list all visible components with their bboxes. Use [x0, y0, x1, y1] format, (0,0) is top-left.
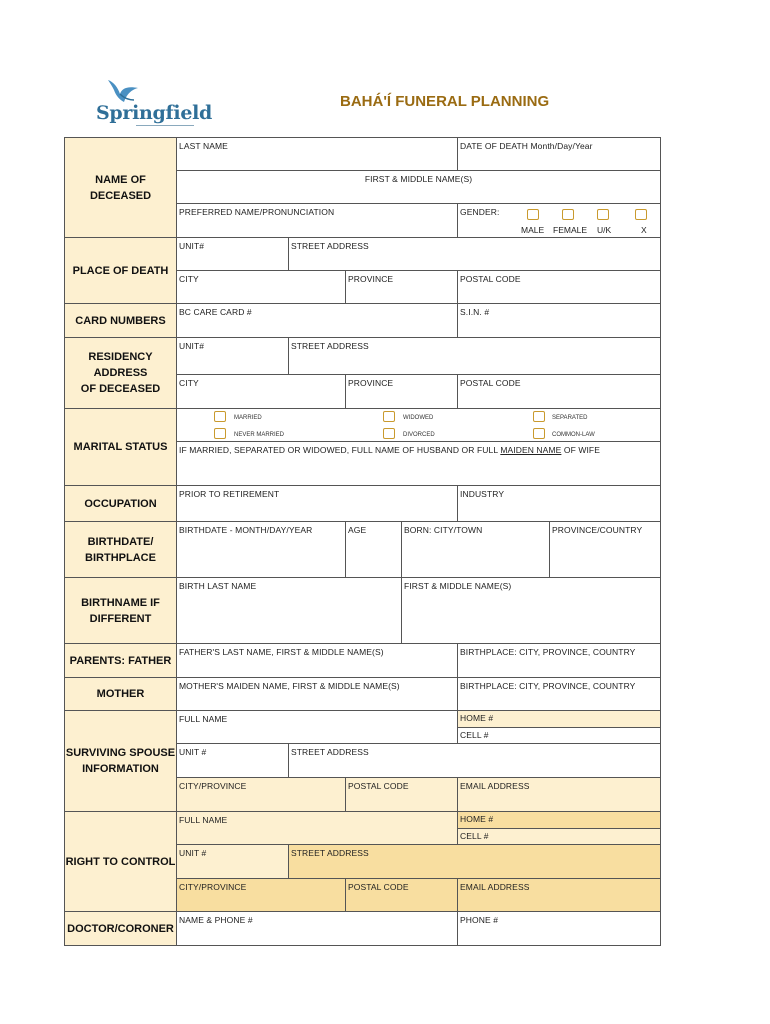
checkbox-separated[interactable] — [533, 411, 545, 422]
field-pod-city[interactable]: CITY — [176, 270, 346, 304]
field-birth-last-name[interactable]: BIRTH LAST NAME — [176, 577, 402, 644]
field-rtc-home[interactable]: HOME # — [457, 811, 661, 829]
label-name-of-deceased: NAME OF DECEASED — [64, 137, 177, 238]
option-divorced: DIVORCED — [403, 432, 435, 438]
field-rtc-name[interactable]: FULL NAME — [176, 811, 458, 845]
label-occupation: OCCUPATION — [64, 485, 177, 522]
field-res-postal[interactable]: POSTAL CODE — [457, 374, 661, 409]
label-surviving-spouse: SURVIVING SPOUSE INFORMATION — [64, 710, 177, 812]
field-pod-postal[interactable]: POSTAL CODE — [457, 270, 661, 304]
field-sin[interactable]: S.I.N. # — [457, 303, 661, 338]
field-doctor-phone[interactable]: PHONE # — [457, 911, 661, 946]
field-father-name[interactable]: FATHER'S LAST NAME, FIRST & MIDDLE NAME(S) — [176, 643, 458, 678]
field-doctor-name-phone[interactable]: NAME & PHONE # — [176, 911, 458, 946]
option-married: MARRIED — [234, 415, 262, 421]
label-marital-status: MARITAL STATUS — [64, 408, 177, 486]
field-mother-birthplace[interactable]: BIRTHPLACE: CITY, PROVINCE, COUNTRY — [457, 677, 661, 711]
field-age[interactable]: AGE — [345, 521, 402, 578]
field-rtc-postal[interactable]: POSTAL CODE — [345, 878, 458, 912]
field-last-name[interactable]: LAST NAME — [176, 137, 458, 171]
label-mother: MOTHER — [64, 677, 177, 711]
gender-option-x: X — [641, 225, 647, 235]
checkbox-female[interactable] — [562, 209, 574, 220]
gender-option-uk: U/K — [597, 225, 612, 235]
option-never-married: NEVER MARRIED — [234, 432, 285, 438]
checkbox-male[interactable] — [527, 209, 539, 220]
field-res-unit[interactable]: UNIT# — [176, 337, 289, 375]
logo-underline — [136, 125, 194, 126]
field-industry[interactable]: INDUSTRY — [457, 485, 661, 522]
field-spouse-street[interactable]: STREET ADDRESS — [288, 743, 661, 778]
field-rtc-street[interactable]: STREET ADDRESS — [288, 844, 661, 879]
field-preferred-name[interactable]: PREFERRED NAME/PRONUNCIATION — [176, 203, 458, 238]
label-birthname: BIRTHNAME IF DIFFERENT — [64, 577, 177, 644]
label-birthdate-birthplace: BIRTHDATE/ BIRTHPLACE — [64, 521, 177, 578]
checkbox-uk[interactable] — [597, 209, 609, 220]
field-gender: GENDER: — [457, 203, 661, 238]
field-prior-to-retirement[interactable]: PRIOR TO RETIREMENT — [176, 485, 458, 522]
option-widowed: WIDOWED — [403, 415, 434, 421]
label-card-numbers: CARD NUMBERS — [64, 303, 177, 338]
field-rtc-unit[interactable]: UNIT # — [176, 844, 289, 879]
springfield-logo — [96, 76, 213, 132]
checkbox-married[interactable] — [214, 411, 226, 422]
field-rtc-email[interactable]: EMAIL ADDRESS — [457, 878, 661, 912]
checkbox-widowed[interactable] — [383, 411, 395, 422]
field-father-birthplace[interactable]: BIRTHPLACE: CITY, PROVINCE, COUNTRY — [457, 643, 661, 678]
page-title: BAHÁ'Í FUNERAL PLANNING — [340, 93, 550, 110]
label-parents-father: PARENTS: FATHER — [64, 643, 177, 678]
option-common-law: COMMON-LAW — [552, 432, 595, 438]
field-date-of-death[interactable]: DATE OF DEATH Month/Day/Year — [457, 137, 661, 171]
field-spouse-home[interactable]: HOME # — [457, 710, 661, 728]
option-separated: SEPARATED — [552, 415, 588, 421]
field-spouse-name[interactable]: FULL NAME — [176, 710, 458, 744]
label-place-of-death: PLACE OF DEATH — [64, 237, 177, 304]
field-res-street[interactable]: STREET ADDRESS — [288, 337, 661, 375]
field-spouse-email[interactable]: EMAIL ADDRESS — [457, 777, 661, 812]
field-spouse-unit[interactable]: UNIT # — [176, 743, 289, 778]
field-pod-unit[interactable]: UNIT# — [176, 237, 289, 271]
field-first-middle-name[interactable]: FIRST & MIDDLE NAME(S) — [176, 170, 661, 204]
field-spouse-postal[interactable]: POSTAL CODE — [345, 777, 458, 812]
checkbox-divorced[interactable] — [383, 428, 395, 439]
field-pod-street[interactable]: STREET ADDRESS — [288, 237, 661, 271]
field-born-city[interactable]: BORN: CITY/TOWN — [401, 521, 550, 578]
label-right-to-control: RIGHT TO CONTROL — [64, 811, 177, 912]
field-res-province[interactable]: PROVINCE — [345, 374, 458, 409]
field-birthdate[interactable]: BIRTHDATE - MONTH/DAY/YEAR — [176, 521, 346, 578]
field-spouse-cell[interactable]: CELL # — [457, 727, 661, 744]
label-doctor-coroner: DOCTOR/CORONER — [64, 911, 177, 946]
field-birth-first-middle[interactable]: FIRST & MIDDLE NAME(S) — [401, 577, 661, 644]
field-bc-care-card[interactable]: BC CARE CARD # — [176, 303, 458, 338]
gender-option-female: FEMALE — [553, 225, 588, 235]
field-mother-name[interactable]: MOTHER'S MAIDEN NAME, FIRST & MIDDLE NAME(S) — [176, 677, 458, 711]
field-rtc-cell[interactable]: CELL # — [457, 828, 661, 845]
checkbox-common-law[interactable] — [533, 428, 545, 439]
field-rtc-city-province[interactable]: CITY/PROVINCE — [176, 878, 346, 912]
field-birth-province-country[interactable]: PROVINCE/COUNTRY — [549, 521, 661, 578]
field-pod-province[interactable]: PROVINCE — [345, 270, 458, 304]
label-residency-address: RESIDENCY ADDRESS OF DECEASED — [64, 337, 177, 409]
gender-option-male: MALE — [521, 225, 545, 235]
logo-text: Springfield — [96, 102, 213, 124]
checkbox-never-married[interactable] — [214, 428, 226, 439]
field-spouse-city-province[interactable]: CITY/PROVINCE — [176, 777, 346, 812]
field-spouse-full-name[interactable]: IF MARRIED, SEPARATED OR WIDOWED, FULL NAME OF HUSBAND OR FULL MAIDEN NAME OF WIFE — [176, 441, 661, 486]
field-res-city[interactable]: CITY — [176, 374, 346, 409]
checkbox-x[interactable] — [635, 209, 647, 220]
